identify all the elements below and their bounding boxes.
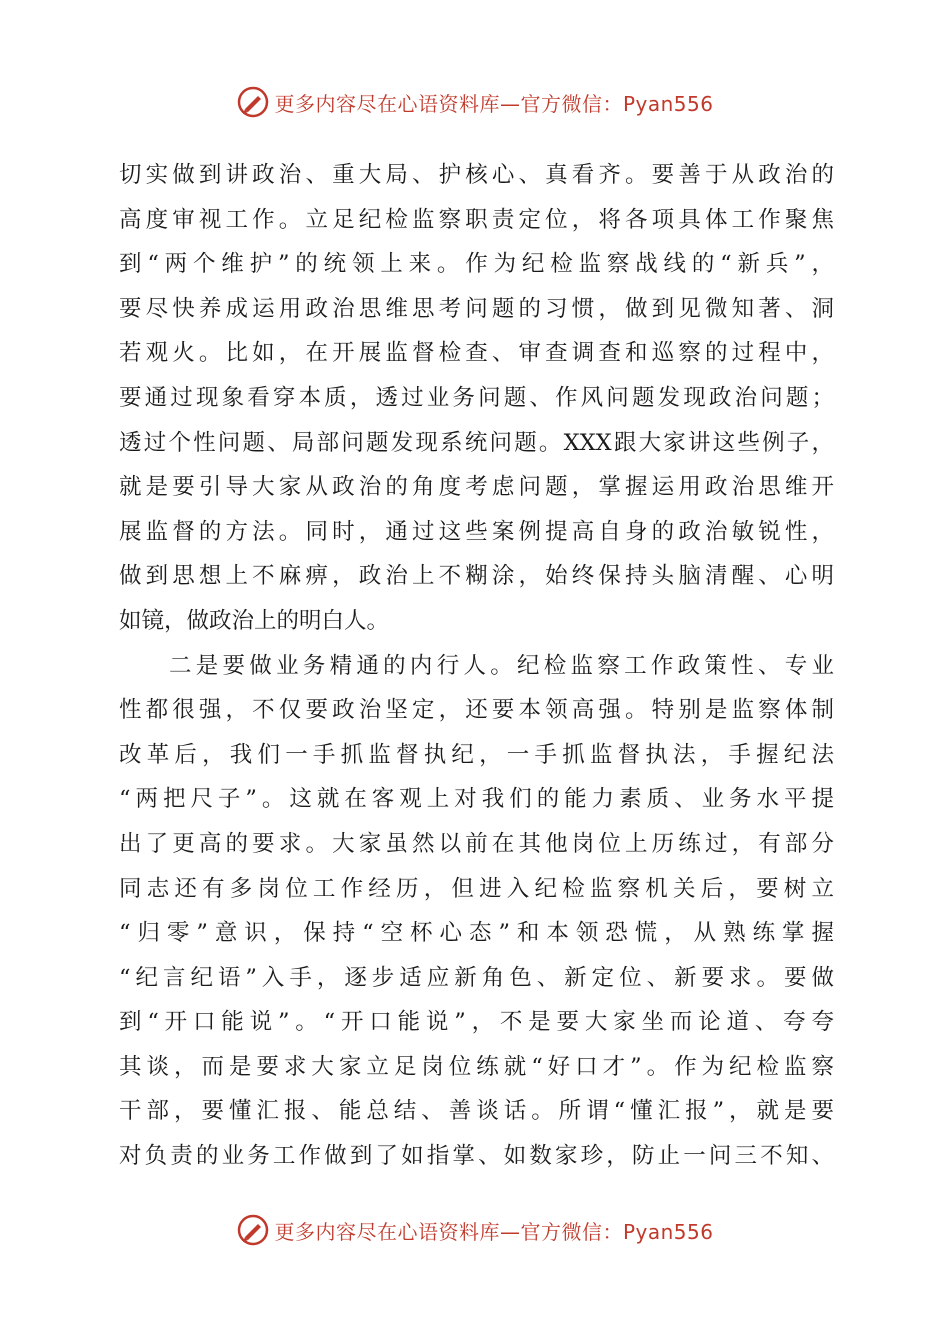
text-line: 高度审视工作。立足纪检监察职责定位，将各项具体工作聚焦 — [119, 206, 834, 233]
pen-circle-logo-icon — [236, 1213, 270, 1247]
text-line: “两把尺子”。这就在客观上对我们的能力素质、业务水平提 — [119, 786, 834, 813]
text-line: 二是要做业务精通的内行人。纪检监察工作政策性、专业 — [169, 652, 834, 679]
text-line: 到“开口能说”。“开口能说”，不是要大家坐而论道、夸夸 — [119, 1009, 834, 1036]
footer-watermark-banner — [0, 1210, 950, 1250]
text-line: 改革后，我们一手抓监督执纪，一手抓监督执法，手握纪法 — [119, 741, 834, 768]
footer-watermark-text: 更多内容尽在心语资料库—官方微信：Pyan556 — [274, 1219, 714, 1244]
text-line: 就是要引导大家从政治的角度考虑问题，掌握运用政治思维开 — [119, 474, 834, 501]
text-line: 做到思想上不麻痹，政治上不糊涂，始终保持头脑清醒、心明 — [119, 563, 834, 590]
text-line: 到“两个维护”的统领上来。作为纪检监察战线的“新兵”， — [119, 251, 834, 278]
text-line: 展监督的方法。同时，通过这些案例提高自身的政治敏锐性， — [119, 518, 834, 545]
text-line: 要尽快养成运用政治思维思考问题的习惯，做到见微知著、洞 — [119, 295, 834, 322]
text-line: 干部，要懂汇报、能总结、善谈话。所谓“懂汇报”，就是要 — [119, 1098, 834, 1125]
text-line: 同志还有多岗位工作经历，但进入纪检监察机关后，要树立 — [119, 875, 834, 902]
header-watermark-banner — [0, 82, 950, 122]
text-line: 若观火。比如，在开展监督检查、审查调查和巡察的过程中， — [119, 340, 834, 367]
text-line: 对负责的业务工作做到了如指掌、如数家珍，防止一问三不知、 — [119, 1143, 834, 1170]
text-line: 出了更高的要求。大家虽然以前在其他岗位上历练过，有部分 — [119, 830, 834, 857]
text-line: 切实做到讲政治、重大局、护核心、真看齐。要善于从政治的 — [119, 162, 834, 188]
text-line: 性都很强，不仅要政治坚定，还要本领高强。特别是监察体制 — [119, 697, 834, 724]
text-line: “归零”意识，保持“空杯心态”和本领恐慌，从熟练掌握 — [119, 920, 834, 947]
header-watermark-text: 更多内容尽在心语资料库—官方微信：Pyan556 — [274, 91, 714, 116]
text-line: 其谈，而是要求大家立足岗位练就“好口才”。作为纪检监察 — [119, 1053, 834, 1080]
document-body — [119, 153, 834, 1179]
text-line: 如镜，做政治上的明白人。 — [119, 607, 390, 634]
pen-circle-logo-icon — [236, 85, 270, 119]
text-line: 透过个性问题、局部问题发现系统问题。XXX跟大家讲这些例子， — [119, 429, 834, 456]
text-line: 要通过现象看穿本质，透过业务问题、作风问题发现政治问题； — [119, 384, 834, 411]
text-line: “纪言纪语”入手，逐步适应新角色、新定位、新要求。要做 — [119, 964, 834, 991]
